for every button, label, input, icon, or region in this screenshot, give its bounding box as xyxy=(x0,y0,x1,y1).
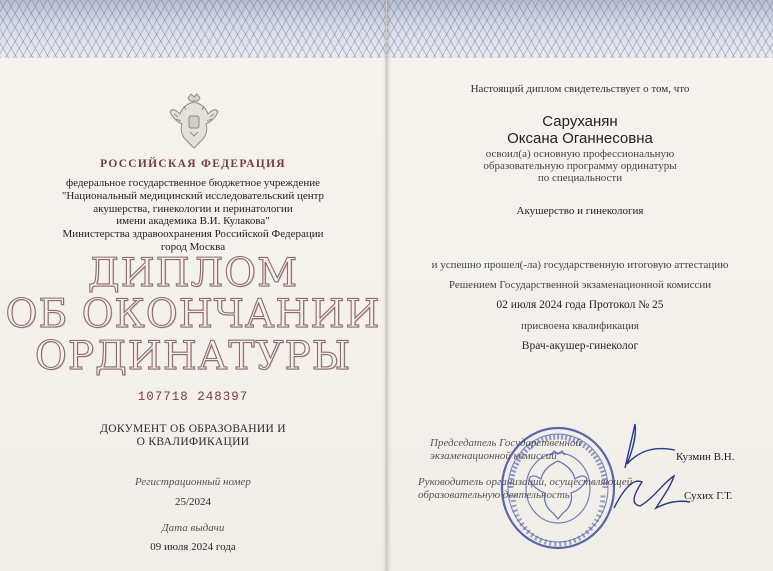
title-line-completion: ОБ ОКОНЧАНИИ xyxy=(5,292,381,337)
graduate-surname: Саруханян xyxy=(542,113,618,130)
issue-date-label: Дата выдачи xyxy=(161,522,225,534)
document-type-line: ДОКУМЕНТ ОБ ОБРАЗОВАНИИ И xyxy=(100,423,286,435)
registration-number: 25/2024 xyxy=(174,496,212,508)
country-name: РОССИЙСКАЯ ФЕДЕРАЦИЯ xyxy=(100,158,286,170)
guilloche-border xyxy=(0,0,386,58)
head-name: Сухих Г.Т. xyxy=(684,490,733,502)
program-statement-line: по специальности xyxy=(537,172,623,184)
page-fold xyxy=(383,0,391,571)
institution-line: федеральное государственное бюджетное учреждение xyxy=(65,177,321,189)
serial-number: 107718 248397 xyxy=(137,390,249,404)
chair-label-line: Председатель Государственной xyxy=(430,437,581,449)
program-statement xyxy=(387,148,773,184)
program-statement-line: образовательную программу ординатуры xyxy=(483,160,677,172)
issue-date: 09 июля 2024 года xyxy=(150,541,236,553)
head-signature-icon xyxy=(604,468,694,516)
qualification: Врач-акушер-гинеколог xyxy=(521,340,639,352)
document-type-line: О КВАЛИФИКАЦИИ xyxy=(136,436,250,448)
qualification-label: присвоена квалификация xyxy=(521,320,639,332)
graduate-given-names: Оксана Оганнесовна xyxy=(507,130,653,147)
document-type xyxy=(0,423,386,449)
protocol: 02 июля 2024 года Протокол № 25 xyxy=(496,299,664,311)
institution-line: город Москва xyxy=(160,240,226,253)
attestation-statement: и успешно прошел(-ла) государственную итоговую аттестацию xyxy=(431,259,729,271)
graduate-name xyxy=(387,113,773,147)
institution-line: имени академика В.И. Кулакова" xyxy=(116,215,270,228)
left-page xyxy=(0,0,386,571)
chair-signature-icon xyxy=(585,420,680,472)
program-statement-line: освоил(а) основную профессиональную xyxy=(485,148,675,160)
institution-line: Министерства здравоохранения Российской Федерации xyxy=(62,228,324,241)
chair-label-line: экзаменационной комиссии xyxy=(430,450,557,462)
head-label-line: образовательную деятельность xyxy=(418,489,570,501)
registration-label: Регистрационный номер xyxy=(135,476,251,488)
title-line-residency: ОРДИНАТУРЫ xyxy=(34,334,352,379)
guilloche-border xyxy=(387,0,773,58)
title-line-diploma: ДИПЛОМ xyxy=(87,251,299,296)
head-label-line: Руководитель организации, осуществляющей xyxy=(418,476,633,488)
chair-name: Кузмин В.Н. xyxy=(676,451,735,463)
coat-of-arms-icon xyxy=(168,92,220,152)
intro-text: Настоящий диплом свидетельствует о том, что xyxy=(470,83,690,95)
institution-name xyxy=(0,177,386,254)
institution-line: "Национальный медицинский исследовательский центр xyxy=(61,189,325,202)
institution-line: акушерства, гинекологии и перинатологии xyxy=(93,202,293,215)
commission-decision: Решением Государственной экзаменационной комиссии xyxy=(448,279,712,291)
specialty: Акушерство и гинекология xyxy=(516,205,644,217)
